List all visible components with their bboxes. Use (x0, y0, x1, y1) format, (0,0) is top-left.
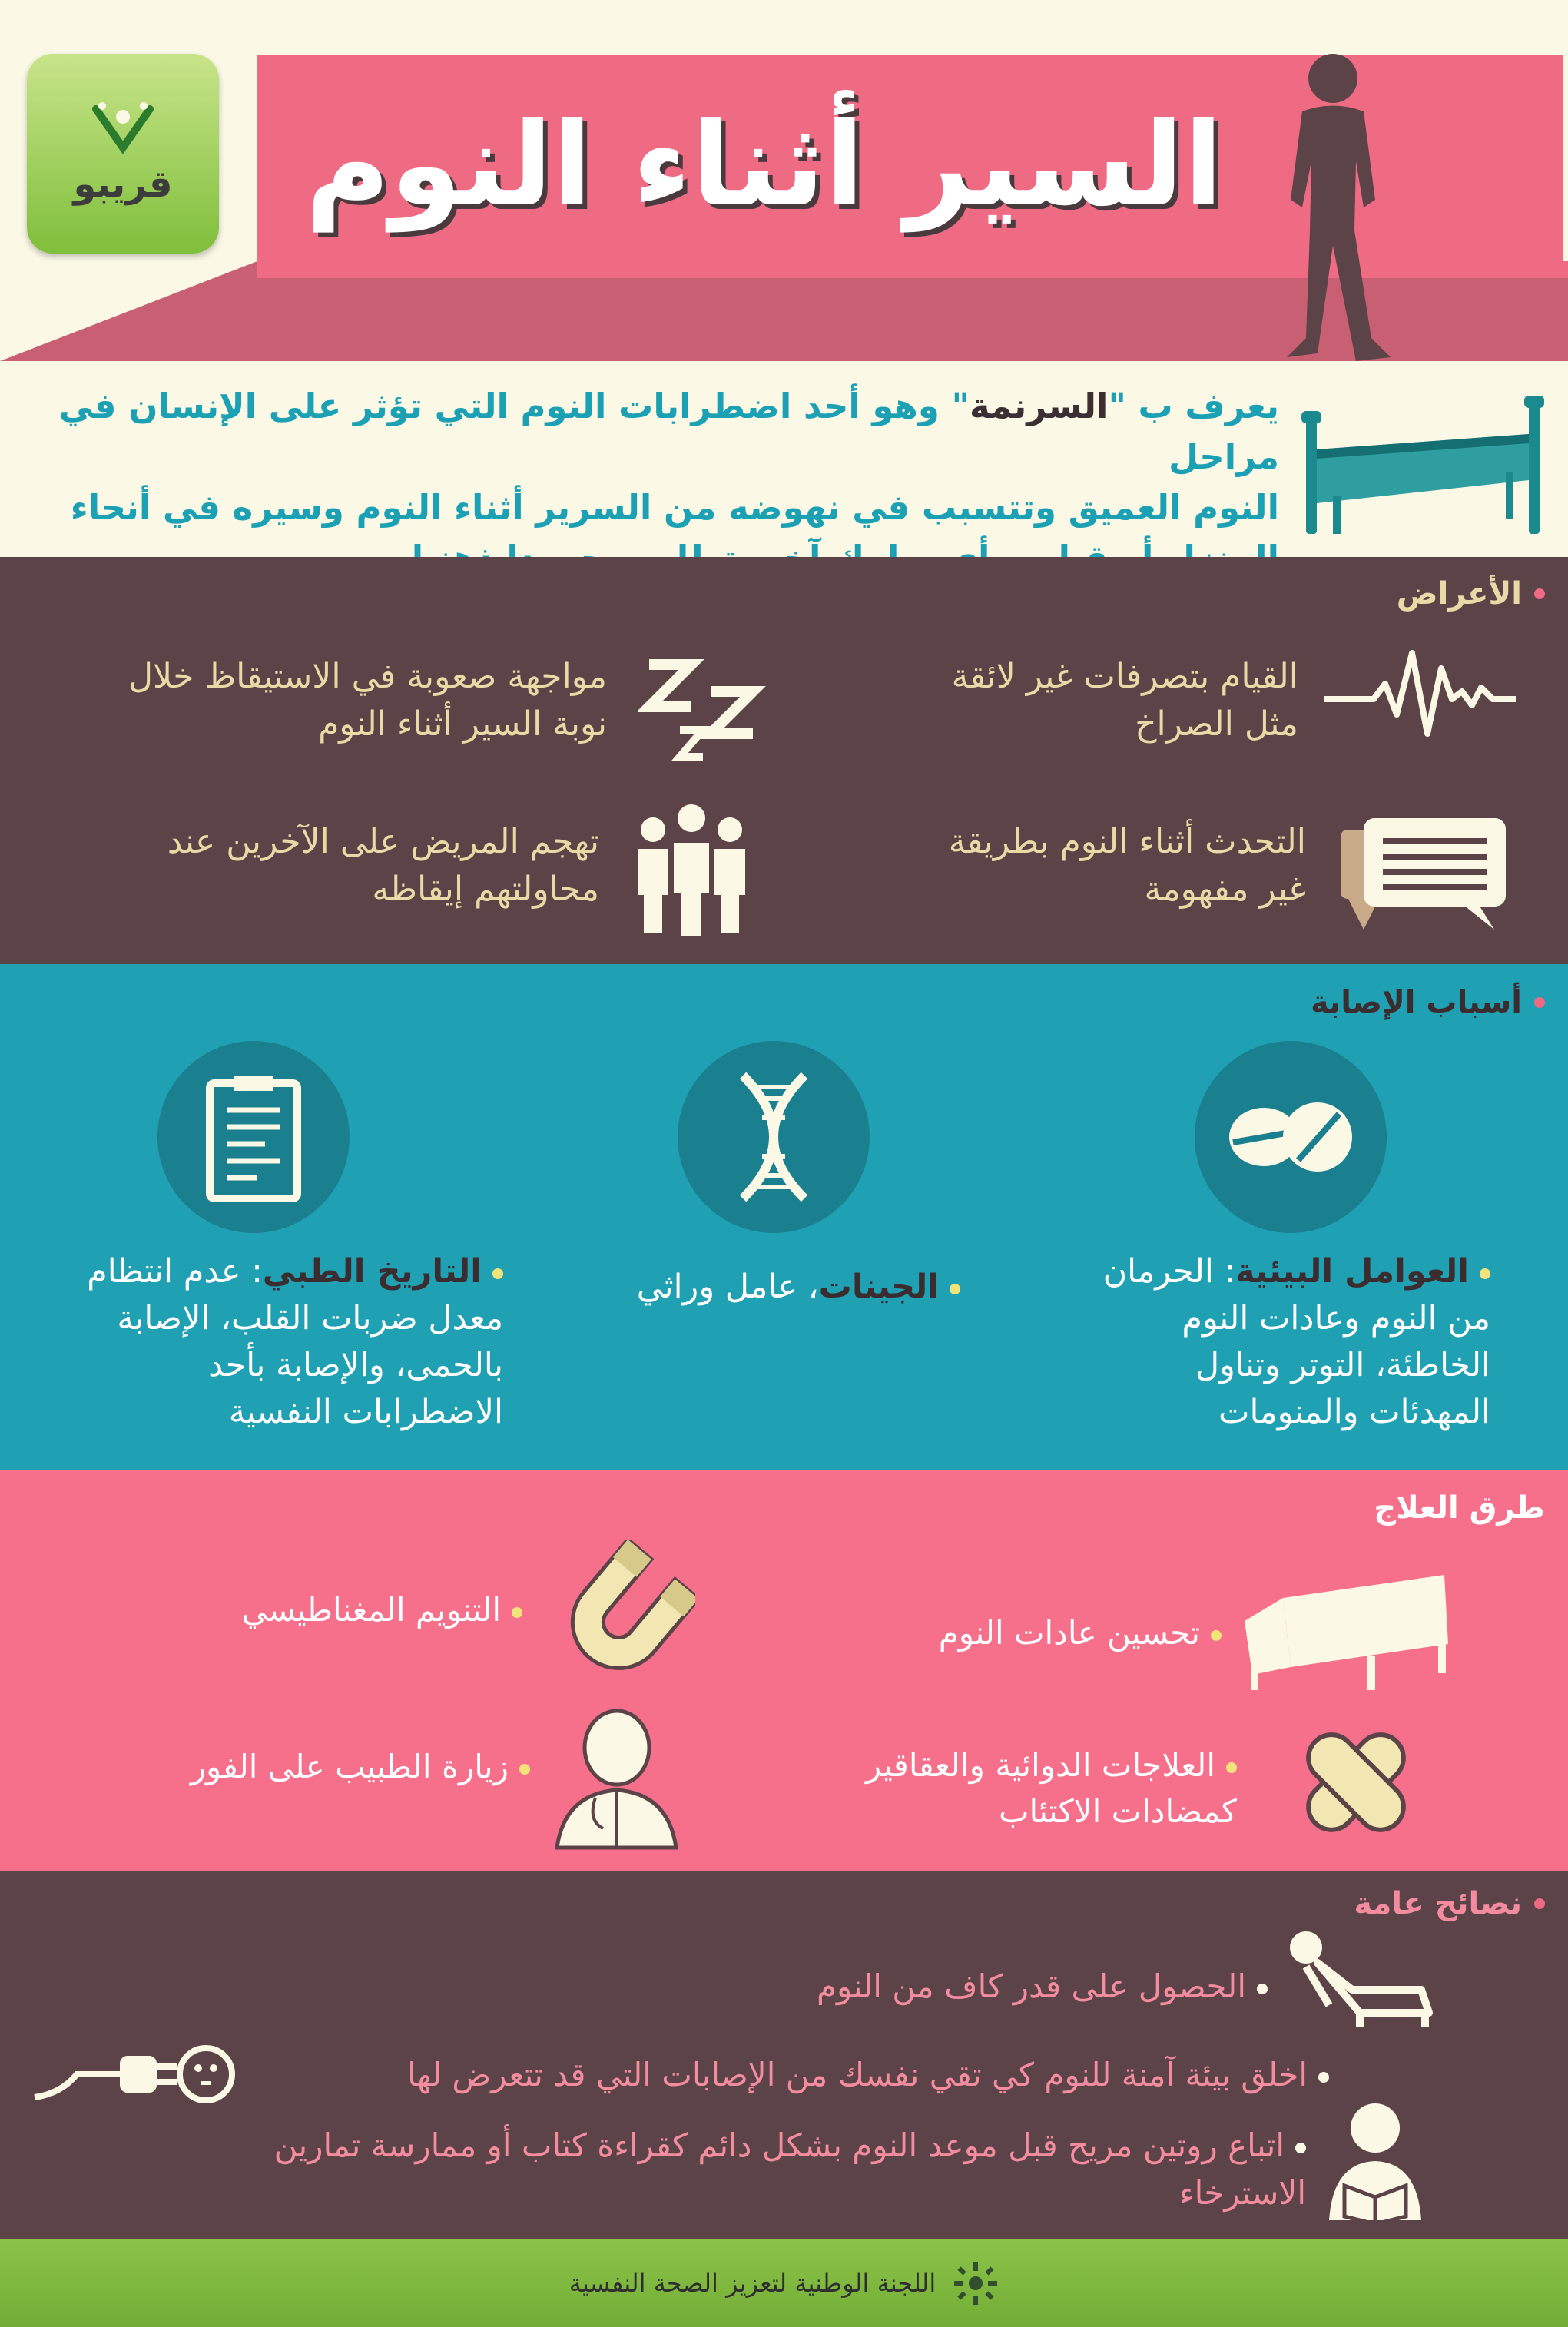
tip-line (254, 2051, 1329, 2099)
intro-line-1 (31, 381, 1279, 482)
symptom-line: غير مفهومة (1144, 870, 1306, 909)
cause-sep: ، (797, 1268, 819, 1306)
intro-line-2: النوم العميق وتتسبب في نهوضه من السرير أثناء النوم وسيره في أنحاء (70, 487, 1279, 528)
treatment-line (92, 1587, 522, 1633)
tip-text: الحصول على قدر كاف من النوم (817, 1967, 1246, 2005)
symptom-line: مثل الصراخ (1135, 704, 1298, 744)
treatment-line (761, 1742, 1237, 1788)
symptom-line: القيام بتصرفات غير لائقة (951, 657, 1298, 696)
clipboard-circle (157, 1041, 350, 1233)
tip-line (768, 1963, 1268, 2010)
tip-item (768, 1963, 1268, 2010)
pills-circle (1195, 1041, 1387, 1233)
footer-logo-icon (953, 2260, 999, 2306)
symptom-item (830, 818, 1306, 913)
tips-title-text: نصائح عامة (1354, 1886, 1522, 1921)
bullet (1257, 1984, 1268, 1994)
cause-first-line (1076, 1248, 1490, 1295)
symptom-line: مواجهة صعوبة في الاستيقاظ خلال (128, 657, 607, 696)
intro-highlight: السرنمة (969, 386, 1109, 426)
intro-line-1-post: " وهو أحد اضطرابات النوم التي تؤثر على الإنسان في مراحل (58, 386, 1279, 477)
treatment-title-text: طرق العلاج (1374, 1490, 1545, 1526)
cause-item (31, 1248, 503, 1436)
magnet-icon (557, 1540, 695, 1686)
dna-icon (728, 1072, 820, 1202)
sleep-zzz-icon (638, 645, 768, 768)
treatment-text: العلاجات الدوائية والعقاقير (865, 1746, 1215, 1784)
cause-line: الحرمان (1102, 1252, 1214, 1291)
cause-line: الاضطرابات النفسية (228, 1393, 503, 1431)
symptom-line: التحدث أثناء النوم بطريقة (948, 822, 1306, 861)
causes-title-text: أسباب الإصابة (1311, 985, 1522, 1020)
cause-first-line (592, 1264, 960, 1311)
cause-line: بالحمى، والإصابة بأحد (208, 1346, 503, 1384)
speech-bubble-icon (1333, 814, 1510, 937)
people-group-icon (630, 799, 753, 937)
symptoms-title (1397, 576, 1545, 612)
bullet (950, 1284, 960, 1294)
footer (0, 2239, 1568, 2327)
tip-text: اتباع روتين مريح قبل موعد النوم بشكل دائم كقراءة كتاب أو ممارسة تمارين (273, 2126, 1285, 2164)
symptom-item (830, 653, 1298, 748)
cause-label: الجينات (818, 1268, 939, 1306)
bullet (1480, 1268, 1490, 1279)
treatment-item (92, 1744, 530, 1790)
causes-title (1311, 985, 1545, 1020)
cause-line: المهدئات والمنومات (1218, 1393, 1490, 1431)
intro-text (31, 381, 1279, 584)
cause-line: معدل ضربات القلب، الإصابة (117, 1299, 503, 1338)
tip-item (77, 2122, 1306, 2217)
symptom-item (31, 818, 599, 913)
symptom-line: تهجم المريض على الآخرين عند (167, 822, 599, 861)
reading-person-icon (1321, 2101, 1429, 2224)
symptom-item (31, 653, 607, 748)
treatment-item (761, 1742, 1237, 1835)
reclining-person-icon (1283, 1928, 1437, 2028)
bullet (1226, 1762, 1237, 1773)
treatment-title (1374, 1490, 1545, 1526)
footer-text: اللجنة الوطنية لتعزيز الصحة النفسية (569, 2269, 936, 2298)
bullet (1318, 2072, 1329, 2083)
cause-first-line (31, 1248, 503, 1295)
heartbeat-icon (1320, 645, 1520, 738)
cause-item (592, 1264, 960, 1311)
treatment-text: زيارة الطبيب على الفور (190, 1748, 509, 1785)
cause-label: التاريخ الطبي (262, 1252, 482, 1291)
symptoms-title-text: الأعراض (1396, 576, 1522, 612)
tip-text: الاسترخاء (1178, 2174, 1306, 2212)
intro-line-1-pre: يعرف ب " (1108, 386, 1279, 426)
treatment-item (92, 1587, 522, 1633)
logo-text: قريبو (73, 163, 173, 206)
cause-sep: : (240, 1252, 263, 1291)
tip-line (77, 2122, 1306, 2170)
page-title: السير أثناء النوم (305, 98, 1224, 232)
clipboard-icon (204, 1072, 303, 1202)
bandage-icon (1298, 1725, 1414, 1840)
bed-icon (1298, 388, 1552, 534)
cause-line: عدم انتظام (87, 1252, 241, 1291)
doctor-icon (549, 1705, 684, 1851)
bullet (492, 1268, 503, 1279)
dna-circle (678, 1041, 870, 1233)
cause-line: الخاطئة، التوتر وتناول (1195, 1346, 1490, 1384)
bullet (519, 1764, 530, 1775)
tips-title (1354, 1886, 1545, 1921)
bed-icon (1237, 1552, 1467, 1698)
symptom-line: محاولتهم إيقاظه (372, 870, 599, 909)
power-plug-icon (31, 2040, 238, 2109)
tip-text: اخلق بيئة آمنة للنوم كي تقي نفسك من الإصابات التي قد تتعرض لها (407, 2056, 1308, 2093)
treatment-text: تحسين عادات النوم (938, 1614, 1200, 1652)
bullet (1295, 2143, 1306, 2153)
bullet (1211, 1630, 1222, 1641)
treatment-text: التنويم المغناطيسي (241, 1591, 501, 1629)
title-dot (1534, 1898, 1545, 1909)
cause-item (1076, 1248, 1490, 1436)
cause-line: من النوم وعادات النوم (1182, 1299, 1490, 1338)
logo (27, 54, 219, 254)
bullet (512, 1607, 522, 1618)
walking-man-icon (1241, 46, 1425, 369)
pills-icon (1225, 1095, 1356, 1179)
cause-label: العوامل البيئية (1235, 1252, 1469, 1291)
title-dot (1534, 588, 1545, 599)
tip-item (254, 2051, 1329, 2099)
cause-line: عامل وراثي (636, 1268, 798, 1306)
treatment-line (92, 1744, 530, 1790)
treatment-line (791, 1610, 1222, 1656)
title-dot (1534, 997, 1545, 1008)
logo-icon (81, 101, 165, 155)
symptom-line: نوبة السير أثناء النوم (318, 704, 607, 744)
treatment-item (791, 1610, 1222, 1656)
treatment-text: كمضادات الاكتئاب (998, 1792, 1237, 1830)
cause-sep: : (1213, 1252, 1235, 1291)
